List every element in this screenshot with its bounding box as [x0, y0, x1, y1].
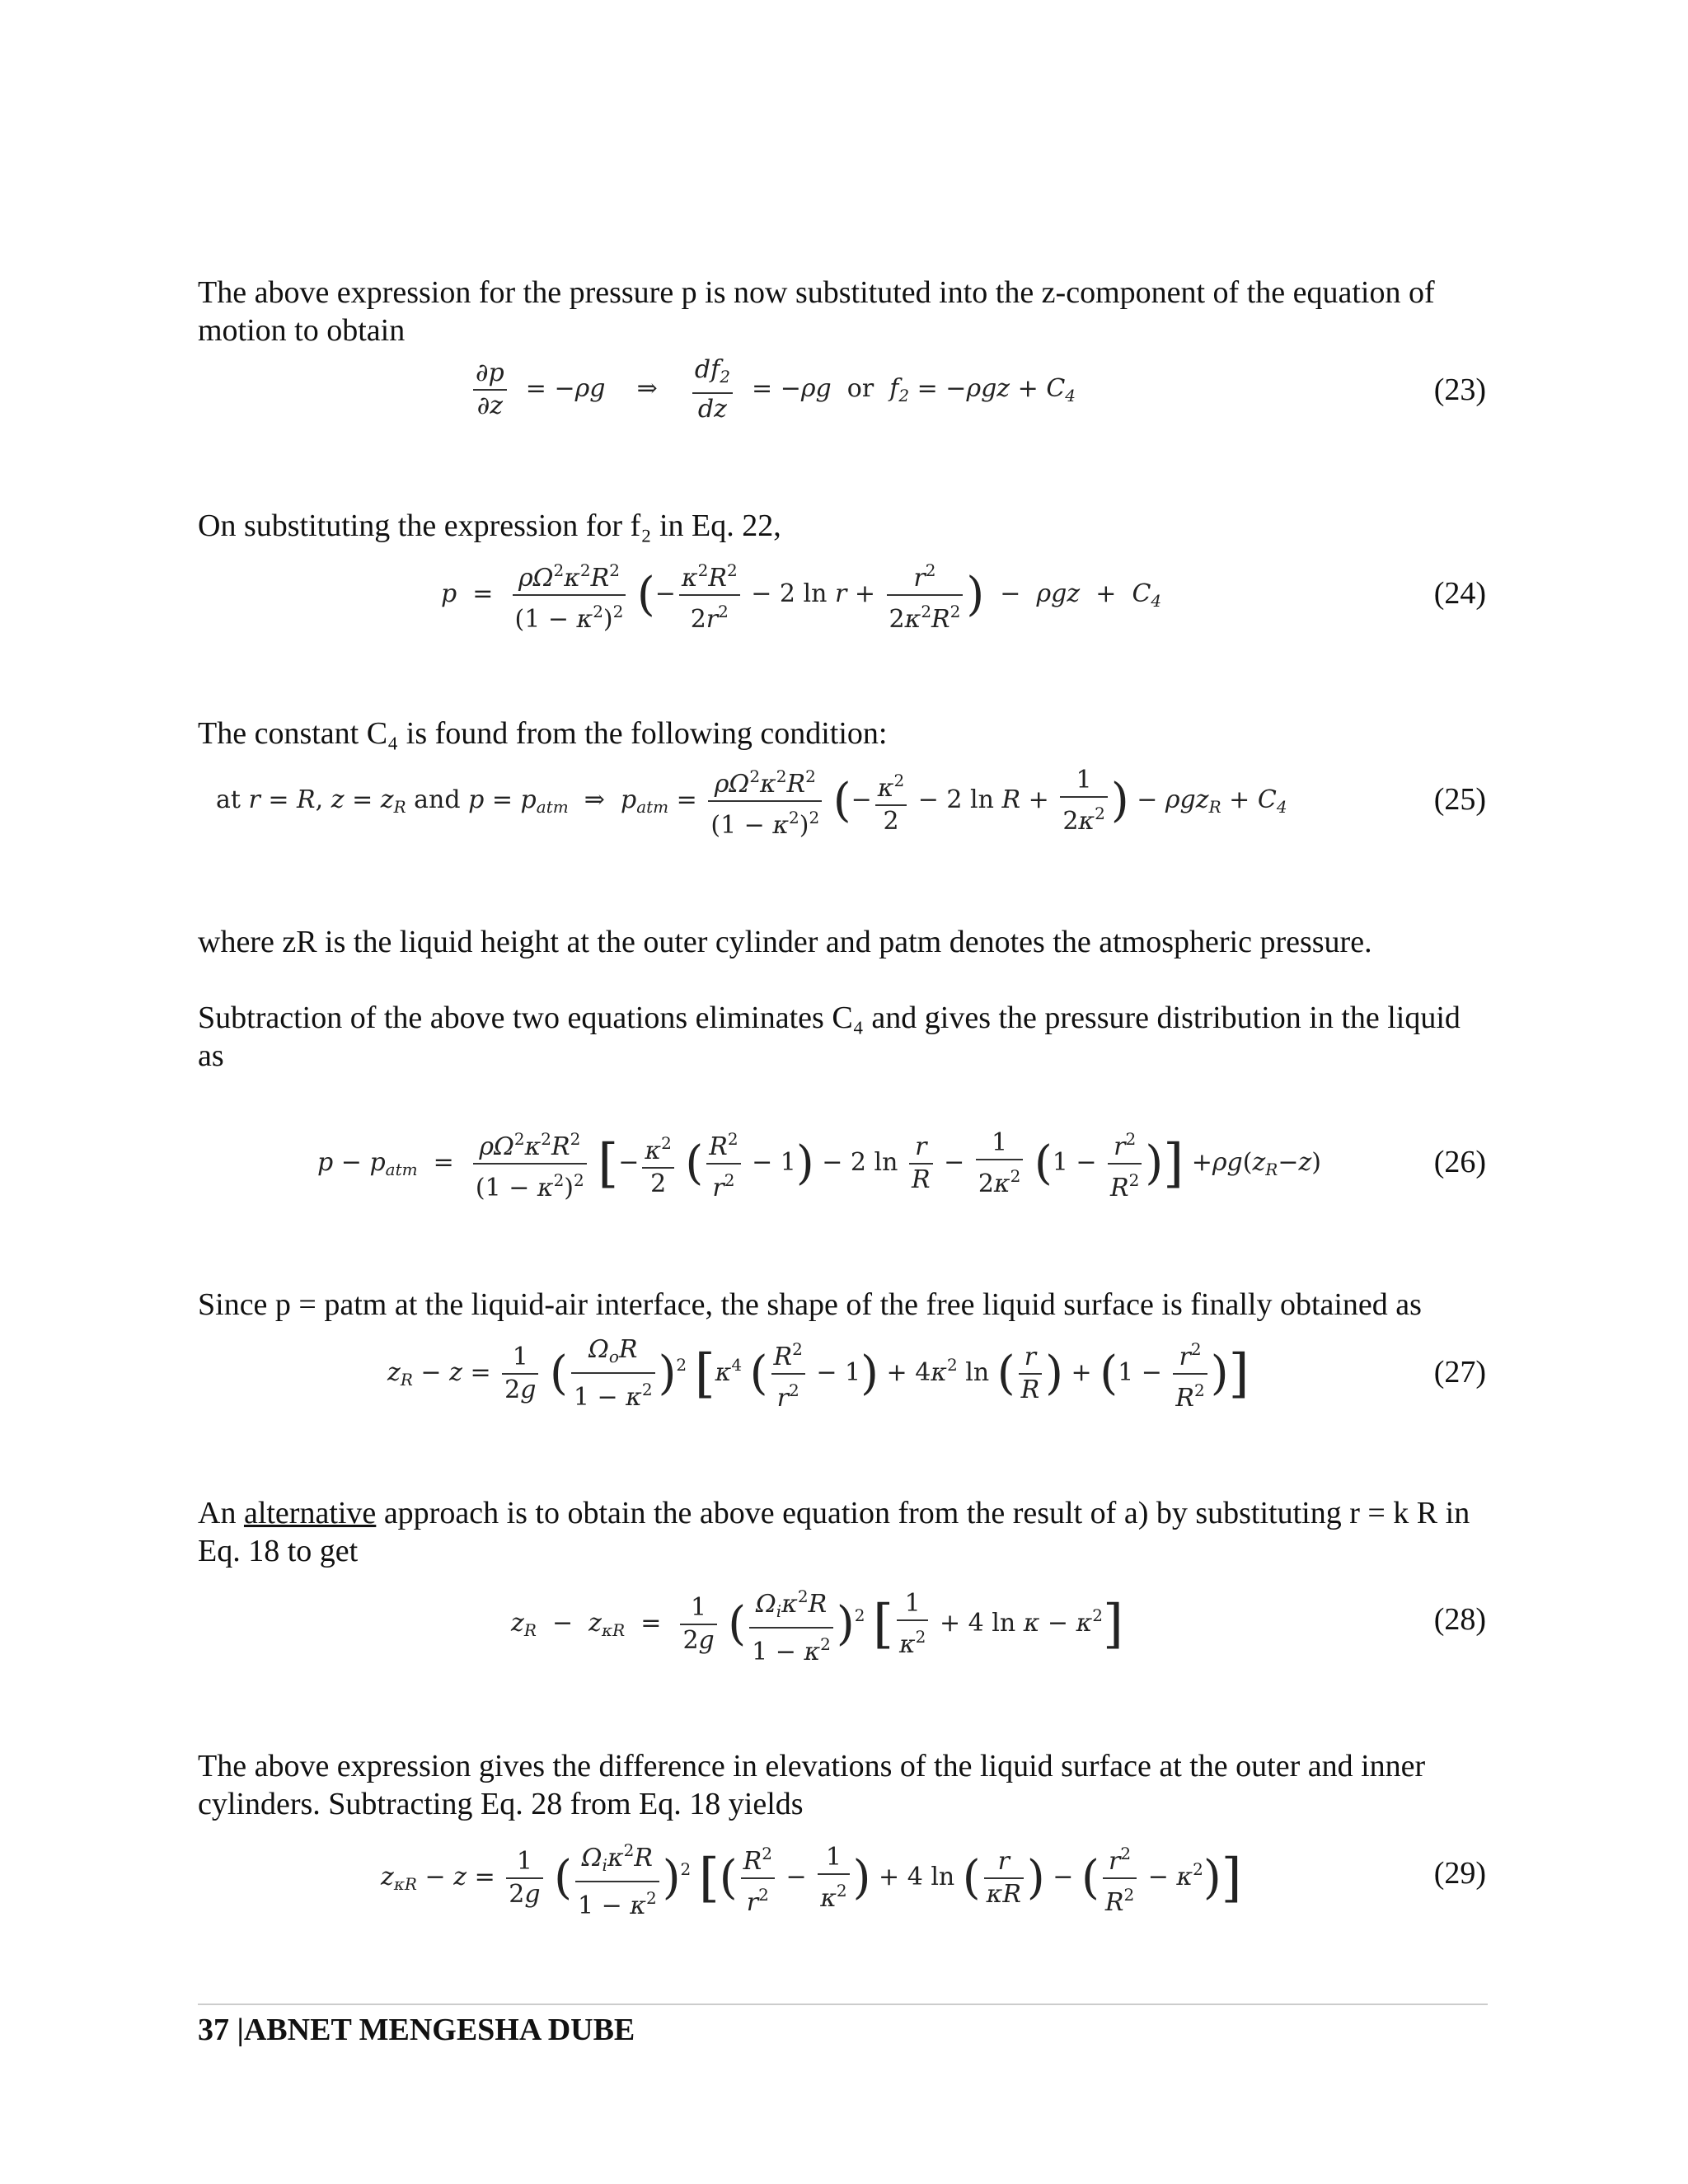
- equation-24-math: p = $\frac{\rho\Omega^2\kappa^2R^2}{(1 - \kappa^2)^2}$ (− $\frac{\kappa^2R^2}{2r^2}$ − 2 ln r + $\frac{r^2}{2\kappa^2R^2}$ ) − $\rho gz + C_4$: [441, 555, 1161, 635]
- paragraph-5: Subtraction of the above two equations eliminates C₄ and gives the pressure distribution in the liquid as: [198, 1001, 1461, 1073]
- equation-27: [0, 1327, 1688, 1418]
- equation-23: [0, 354, 1688, 429]
- equation-number-24: (24): [1433, 576, 1486, 611]
- equation-28: [0, 1574, 1688, 1665]
- equation-25: [0, 754, 1688, 845]
- equation-number-27: (27): [1433, 1355, 1486, 1390]
- paragraph-2: On substituting the expression for f₂ in Eq. 22,: [198, 509, 781, 543]
- equation-number-29: (29): [1433, 1856, 1486, 1891]
- equation-number-23: (23): [1433, 373, 1486, 407]
- equation-number-28: (28): [1433, 1602, 1486, 1637]
- equation-number-26: (26): [1433, 1145, 1486, 1179]
- equation-26-math: $p - p_{atm}$ = $\frac{\rho\Omega^2\kappa^2R^2}{(1 - \kappa^2)^2}$ [− $\frac{\kappa^2}{2}$ ( $\frac{R^2}{r^2}$ − 1) − 2 ln $\frac{r}{R}$ − $\frac{1}{2\kappa^2}$ (1 − $\frac{r^2}{R^2}$ )] $+\rho g(z_R-z)$: [317, 1123, 1321, 1204]
- paragraph-7-underlined: alternative: [243, 1496, 377, 1530]
- paragraph-7-end: approach is to obtain the above equation from the result of a) by substituting r = k R in Eq. 18 to get: [198, 1496, 1470, 1568]
- equation-24: [0, 548, 1688, 639]
- equation-27-math: $z_R - z$ = $\frac{1}{2g}$ ( $\frac{\Omega_oR}{1 - \kappa^2}$ )$^2$ [$\kappa^4$ ( $\frac{R^2}{r^2}$ − $1) + 4\kappa^2$ ln ( $\frac{r}{R}$ ) + (1 − $\frac{r^2}{R^2}$ )]: [387, 1335, 1250, 1413]
- paragraph-4: where zR is the liquid height at the outer cylinder and patm denotes the atmospheric pressure.: [198, 925, 1372, 959]
- footer-divider: [198, 2004, 1488, 2005]
- equation-23-math: $\frac{\partial p}{\partial z}$ = −ρg ⇒ $\frac{df_2}{dz}$ = −ρg or $f_2 = -\rho gz + C_4$: [470, 354, 1076, 425]
- paragraph-7-start: An: [198, 1496, 244, 1530]
- page-footer: 37 |ABNET MENGESHA DUBE: [198, 2013, 635, 2047]
- paragraph-3: The constant C₄ is found from the following condition:: [198, 716, 888, 751]
- paragraph-8: The above expression gives the difference in elevations of the liquid surface at the outer and inner cylinders. Subtracting Eq. 28 from Eq. 18 yields: [198, 1749, 1426, 1821]
- equation-29: [0, 1828, 1688, 1919]
- paragraph-6: Since p = patm at the liquid-air interface, the shape of the free liquid surface is finally obtained as: [198, 1287, 1422, 1322]
- equation-29-math: $z_{\kappa R} - z$ = $\frac{1}{2g}$ ( $\frac{\Omega_i\kappa^2R}{1 - \kappa^2}$ )$^2$ [( $\frac{R^2}{r^2}$ − $\frac{1}{\kappa^2}$ ) + 4 ln ( $\frac{r}{\kappa R}$ ) − ( $\frac{r^2}{R^2}$ − $\kappa^2$)]: [381, 1835, 1242, 1922]
- equation-28-math: $z_R - z_{\kappa R}$ = $\frac{1}{2g}$ ( $\frac{\Omega_i\kappa^2R}{1 - \kappa^2}$ )$^2$ [ $\frac{1}{\kappa^2}$ + 4 $\ln \kappa - \kappa^2$]: [511, 1581, 1123, 1668]
- equation-26: [0, 1117, 1688, 1207]
- equation-25-math: at r = R, $z = z_R$ and $p = p_{atm}$ ⇒ $p_{atm}$ = $\frac{\rho\Omega^2\kappa^2R^2}{(1 - \kappa^2)^2}$ (− $\frac{\kappa^2}{2}$ − 2 ln R + $\frac{1}{2\kappa^2}$ ) − $\rho gz_R + C_4$: [216, 761, 1287, 841]
- equation-number-25: (25): [1433, 782, 1486, 817]
- paragraph-1: The above expression for the pressure p is now substituted into the z-component of the equation of motion to obtain: [198, 275, 1435, 348]
- paragraph-7: [198, 1494, 1484, 1570]
